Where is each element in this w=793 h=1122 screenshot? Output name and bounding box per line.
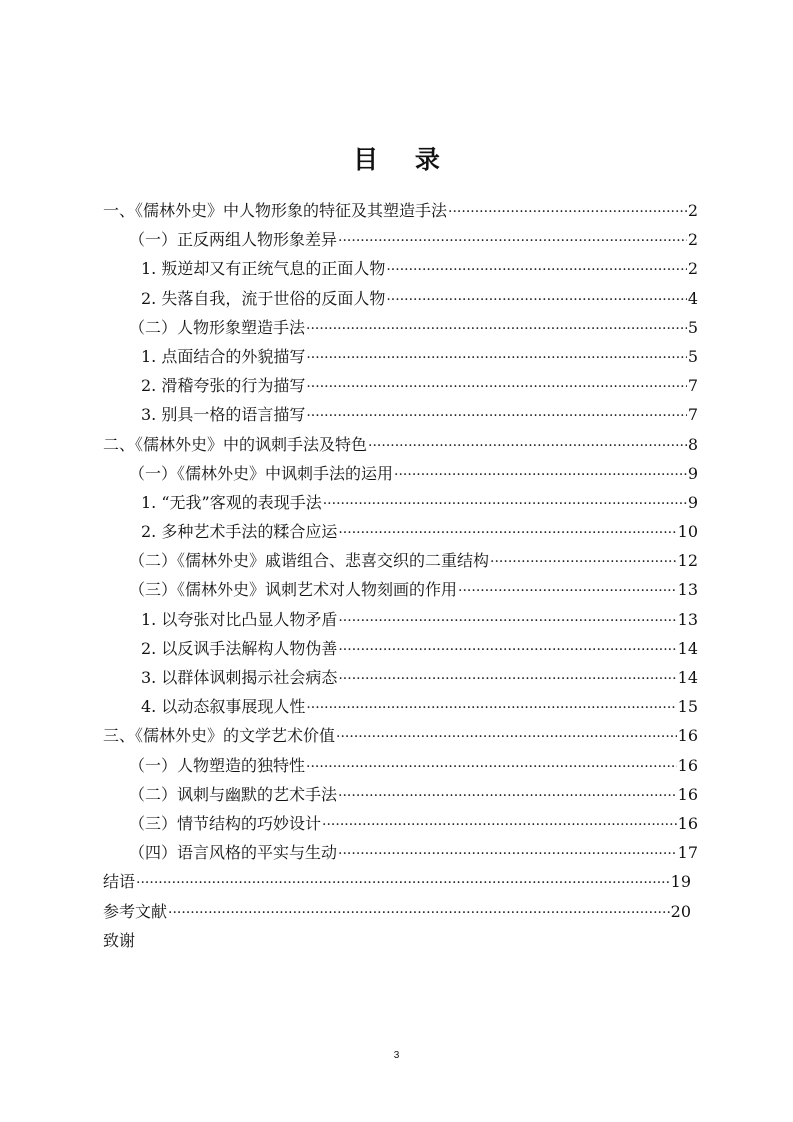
toc-entry-label: 2. 滑稽夸张的行为描写 xyxy=(141,376,306,396)
toc-entry-label: 结语 xyxy=(103,872,136,892)
dot-leader xyxy=(386,254,686,285)
toc-entry[interactable] xyxy=(103,663,698,692)
toc-entry-label: （一）人物塑造的独特性 xyxy=(129,755,306,775)
toc-entry[interactable] xyxy=(103,225,698,254)
toc-entry[interactable] xyxy=(103,254,698,283)
dot-leader xyxy=(338,225,687,256)
toc-entry-page: 2 xyxy=(687,230,698,250)
toc-entry-label: 2. 以反讽手法解构人物伪善 xyxy=(141,638,338,658)
toc-entry[interactable] xyxy=(103,342,698,371)
toc-entry-label: 2. 多种艺术手法的糅合应运 xyxy=(141,522,338,542)
toc-entry-label: 3. 别具一格的语言描写 xyxy=(141,405,306,425)
toc-entry[interactable] xyxy=(103,196,698,225)
toc-entry-page: 16 xyxy=(677,784,698,804)
toc-entry-label: 2. 失落自我，流于世俗的反面人物 xyxy=(141,288,386,308)
dot-leader xyxy=(322,809,677,840)
toc-entry[interactable] xyxy=(103,459,698,488)
dot-leader xyxy=(338,838,677,869)
toc-entry-label: （三）《儒林外史》讽刺艺术对人物刻画的作用 xyxy=(129,580,458,600)
toc-entry-label: （一）正反两组人物形象差异 xyxy=(129,230,338,250)
toc-entry-label: 1. 叛逆却又有正统气息的正面人物 xyxy=(141,259,386,279)
toc-entry[interactable] xyxy=(103,897,691,926)
toc-entry[interactable] xyxy=(103,546,698,575)
toc-entry-label: 3. 以群体讽刺揭示社会病态 xyxy=(141,668,338,687)
toc-entry-page: 13 xyxy=(677,580,698,600)
toc-entry[interactable] xyxy=(103,313,698,342)
dot-leader xyxy=(386,284,686,315)
toc-entry-label: （三）情节结构的巧妙设计 xyxy=(129,813,322,833)
dot-leader xyxy=(323,488,687,519)
toc-entry[interactable] xyxy=(103,780,698,809)
toc-entry-label: 三、《儒林外史》的文学艺术价值 xyxy=(103,726,336,746)
toc-entry-page: 14 xyxy=(677,668,698,687)
dot-leader xyxy=(306,313,687,344)
dot-leader xyxy=(168,897,670,928)
toc-entry[interactable] xyxy=(103,517,698,546)
toc-entry[interactable] xyxy=(103,400,698,429)
dot-leader xyxy=(306,692,676,723)
toc-entry-label: （一）《儒林外史》中讽刺手法的运用 xyxy=(129,463,394,483)
toc-entry[interactable] xyxy=(103,809,698,838)
toc-entry[interactable] xyxy=(103,867,691,896)
dot-leader xyxy=(394,459,687,490)
dot-leader xyxy=(306,400,686,431)
toc-entry-page: 13 xyxy=(677,609,698,629)
toc-entry[interactable] xyxy=(103,634,698,663)
toc-entry-page: 8 xyxy=(687,434,698,454)
dot-leader xyxy=(136,867,670,898)
toc-entry-label: （二）人物形象塑造手法 xyxy=(129,317,306,337)
toc-entry-page: 16 xyxy=(677,755,698,775)
toc-entry[interactable] xyxy=(103,751,698,780)
toc-entry-page: 2 xyxy=(687,259,698,279)
toc-entry-page: 10 xyxy=(677,522,698,542)
toc-entry[interactable] xyxy=(103,926,698,955)
toc-entry-page: 7 xyxy=(687,405,698,425)
toc-entry-page: 4 xyxy=(687,288,698,308)
toc-entry-label: 一、《儒林外史》中人物形象的特征及其塑造手法 xyxy=(103,201,448,220)
toc-entry-page: 2 xyxy=(687,201,698,220)
table-of-contents xyxy=(103,196,698,955)
toc-entry-label: 参考文献 xyxy=(103,901,168,921)
toc-entry-label: （四）语言风格的平实与生动 xyxy=(129,843,338,863)
dot-leader xyxy=(338,634,676,665)
dot-leader xyxy=(338,605,676,636)
toc-entry-label: 1. 点面结合的外貌描写 xyxy=(141,346,306,366)
toc-entry[interactable] xyxy=(103,284,698,313)
toc-entry-label: 4. 以动态叙事展现人性 xyxy=(141,697,306,717)
toc-title: 目 录 xyxy=(353,145,454,174)
toc-entry-page: 9 xyxy=(687,463,698,483)
toc-entry-page: 12 xyxy=(677,551,698,571)
toc-entry-page: 19 xyxy=(670,872,691,892)
toc-entry-label: 二、《儒林外史》中的讽刺手法及特色 xyxy=(103,434,368,454)
toc-entry[interactable] xyxy=(103,430,698,459)
dot-leader xyxy=(336,721,677,752)
toc-entry-label: 1. 以夸张对比凸显人物矛盾 xyxy=(141,609,338,629)
dot-leader xyxy=(490,546,677,577)
toc-entry-page: 5 xyxy=(687,346,698,366)
toc-entry[interactable] xyxy=(103,721,698,750)
toc-entry-label: （二）讽刺与幽默的艺术手法 xyxy=(129,784,338,804)
toc-entry[interactable] xyxy=(103,575,698,604)
toc-entry-page: 14 xyxy=(677,638,698,658)
toc-entry[interactable] xyxy=(103,838,698,867)
dot-leader xyxy=(306,751,677,782)
dot-leader xyxy=(306,371,686,402)
toc-entry[interactable] xyxy=(103,488,698,517)
toc-entry[interactable] xyxy=(103,692,698,721)
dot-leader xyxy=(448,196,687,227)
toc-entry-page: 9 xyxy=(687,492,698,512)
dot-leader xyxy=(338,780,677,811)
toc-entry-page: 16 xyxy=(677,813,698,833)
toc-entry-page: 16 xyxy=(677,726,698,746)
toc-entry-page: 17 xyxy=(677,843,698,863)
toc-entry-page: 7 xyxy=(687,376,698,396)
toc-entry-page: 20 xyxy=(670,901,691,921)
toc-entry[interactable] xyxy=(103,605,698,634)
dot-leader xyxy=(338,663,676,694)
toc-entry-page: 15 xyxy=(677,697,698,717)
toc-entry-label: 1. “无我”客观的表现手法 xyxy=(141,492,322,512)
toc-entry-page: 5 xyxy=(687,317,698,337)
dot-leader xyxy=(306,342,686,373)
dot-leader xyxy=(368,430,687,461)
toc-entry-label: （二）《儒林外史》戚谐组合、悲喜交织的二重结构 xyxy=(129,551,490,571)
dot-leader xyxy=(458,575,677,606)
toc-entry[interactable] xyxy=(103,371,698,400)
dot-leader xyxy=(338,517,676,548)
page-number: 3 xyxy=(393,1050,400,1061)
toc-entry-label: 致谢 xyxy=(103,930,136,950)
